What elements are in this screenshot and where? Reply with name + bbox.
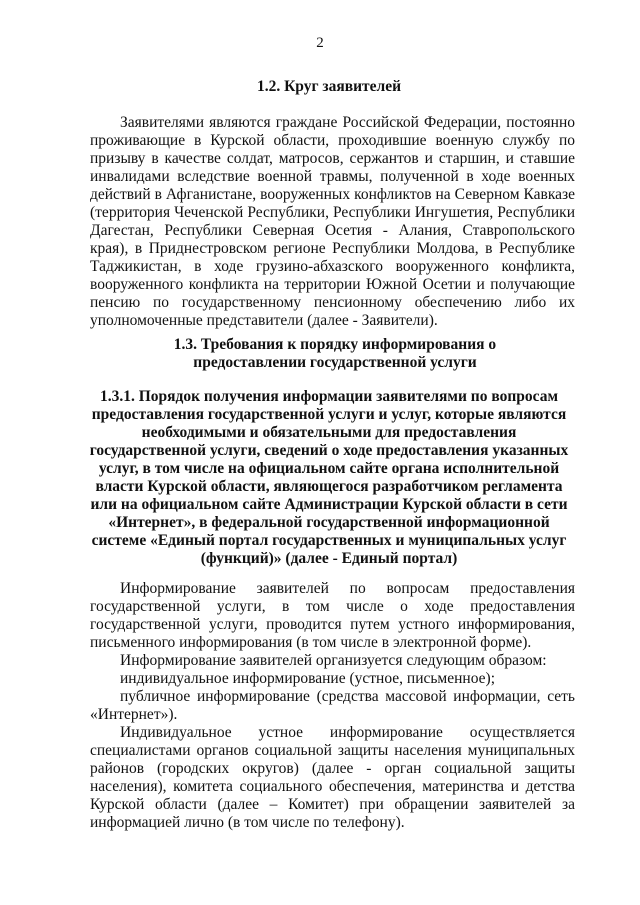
section-1-3-title: 1.3. Требования к порядку информирования о предоставлении государственной услуги [173, 336, 497, 371]
section-1-3-1-paragraph-5: Индивидуальное устное информирование осуществляется специалистами органов социальной защиты населения муниципальных районов (городских округов) (далее - орган социальной защиты населения), комитета социального обеспечения, материнства и детства Курской области (далее – Комитет) при обращении заявителей за информацией лично (в том числе по телефону). [90, 724, 575, 831]
section-1-2-paragraph: Заявителями являются граждане Российской Федерации, постоянно проживающие в Курской области, проходившие военную службу по призыву в качестве солдат, матросов, сержантов и старшин, и ставшие инвалидами вследствие военной травмы, полученной в ходе военных действий в Афганистане, вооруженных конфликтов на Северном Кавказе (территория Чеченской Республики, Республики Ингушетия, Республики Дагестан, Республики Северная Осетия - Алания, Ставропольского края), в Приднестровском регионе Республики Молдова, в Республике Таджикистан, в ходе грузино-абхазского вооруженного конфликта, вооруженного конфликта на территории Южной Осетии и получающие пенсию по государственному пенсионному обеспечению либо их уполномоченные представители (далее - Заявители). [90, 114, 575, 329]
section-1-3-1-paragraph-4: публичное информирование (средства массовой информации, сеть «Интернет»). [90, 688, 575, 723]
page-number: 2 [316, 35, 324, 51]
section-1-3-1-paragraph-2: Информирование заявителей организуется следующим образом: [120, 652, 547, 669]
section-1-3-1-paragraph-3: индивидуальное информирование (устное, письменное); [120, 670, 495, 687]
section-1-2-title: 1.2. Круг заявителей [256, 78, 402, 95]
section-1-3-1-title: 1.3.1. Порядок получения информации заявителями по вопросам предоставления государственной услуги и услуг, которые являются необходимыми и обязательными для предоставления государственной услуги, сведений о ходе предоставления указанных услуг, в том числе на официальном сайте органа исполнительной власти Курской области, являющегося разработчиком регламента или на официальном сайте Администрации Курской области в сети «Интернет», в федеральной государственной информационной системе «Единый портал государственных и муниципальных услуг (функций)» (далее - Единый портал) [89, 388, 569, 567]
section-1-3-1-paragraph-1: Информирование заявителей по вопросам предоставления государственной услуги, в том числе о ходе предоставления государственной услуги, проводится путем устного информирования, письменного информирования (в том числе в электронной форме). [90, 580, 575, 651]
